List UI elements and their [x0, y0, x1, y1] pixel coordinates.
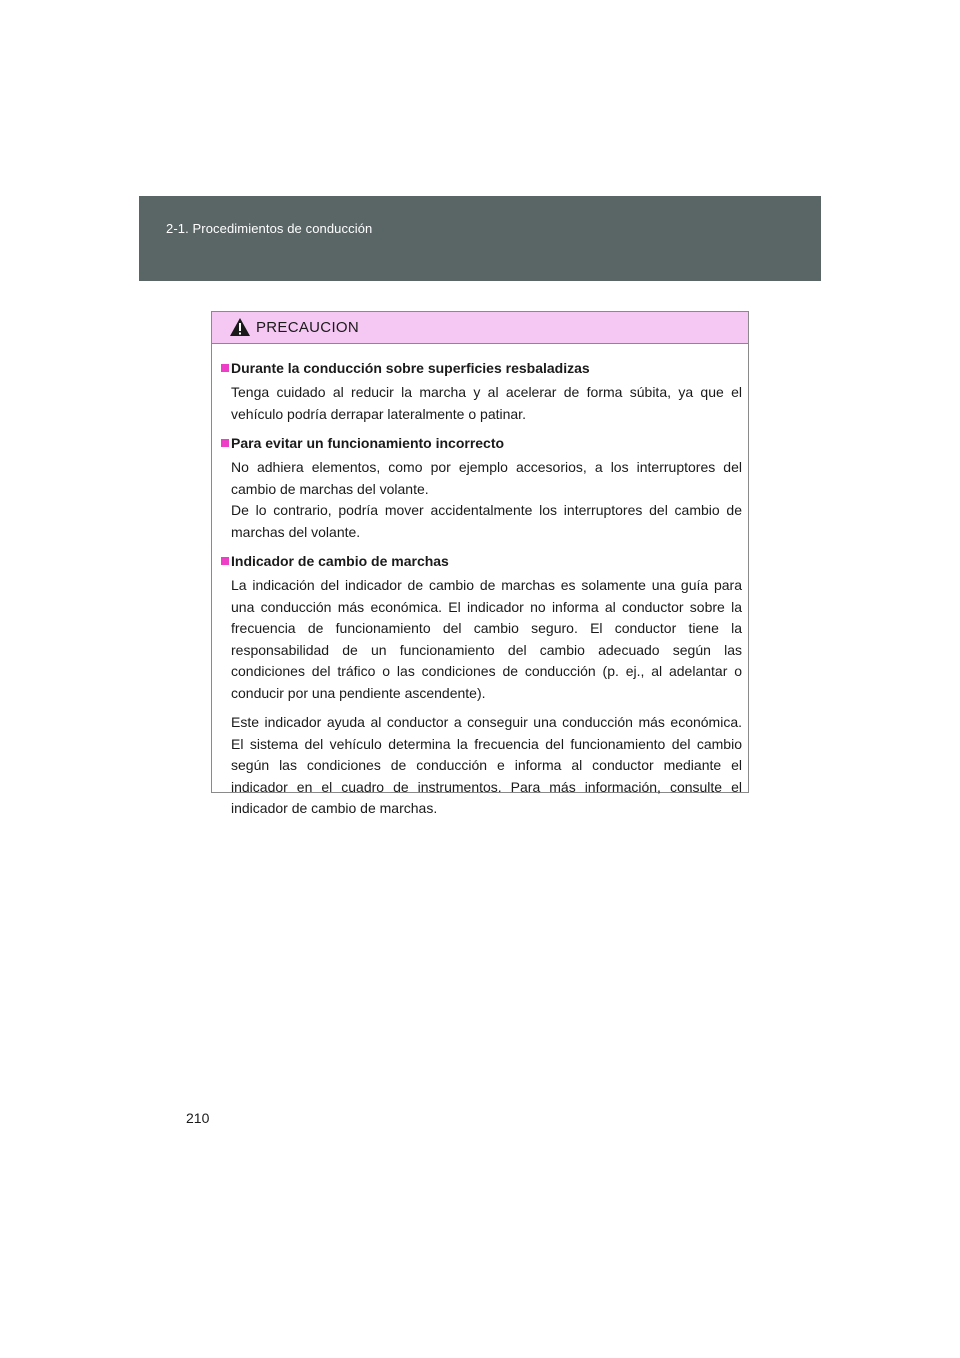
section-title: 2-1. Procedimientos de conducción — [166, 221, 373, 236]
caution-header — [212, 312, 748, 344]
section-header-band — [139, 196, 821, 281]
paragraph: No adhiera elementos, como por ejemplo accesorios, a los interruptores del cambio de marchas del volante. — [231, 459, 742, 497]
paragraph: La indicación del indicador de cambio de marchas es solamente una guía para una conducción más económica. El indicador no informa al conductor sobre la frecuencia de funcionamiento del cambio seguro. El conductor tiene la responsabilidad de un funcionamiento del cambio adecuado según las condiciones del tráfico o las condiciones de conducción (p. ej., al adelantar o conducir por una pendiente ascendente). — [231, 577, 742, 701]
item-heading-slippery: Durante la conducción sobre superficies resbaladizas — [221, 358, 742, 378]
item-heading-shift-indicator: Indicador de cambio de marchas — [221, 551, 742, 571]
paragraph: Tenga cuidado al reducir la marcha y al acelerar de forma súbita, ya que el vehículo podría derrapar lateralmente o patinar. — [231, 384, 742, 422]
caution-body — [212, 344, 748, 820]
bullet-square-icon — [221, 439, 229, 447]
item-heading-malfunction: Para evitar un funcionamiento incorrecto — [221, 433, 742, 453]
bullet-square-icon — [221, 364, 229, 372]
page-number: 210 — [186, 1110, 210, 1126]
paragraph: Este indicador ayuda al conductor a conseguir una conducción más económica. El sistema del vehículo determina la frecuencia del funcionamiento del cambio según las condiciones de conducción e informa al conductor mediante el indicador en el cuadro de instrumentos. Para más información, consulte el indicador de cambio de marchas. — [231, 714, 742, 816]
warning-triangle-icon — [229, 317, 251, 337]
bullet-square-icon — [221, 557, 229, 565]
paragraph: De lo contrario, podría mover accidentalmente los interruptores del cambio de marchas del volante. — [231, 502, 742, 540]
caution-box — [211, 311, 749, 816]
caution-title: PRECAUCION — [256, 319, 360, 336]
